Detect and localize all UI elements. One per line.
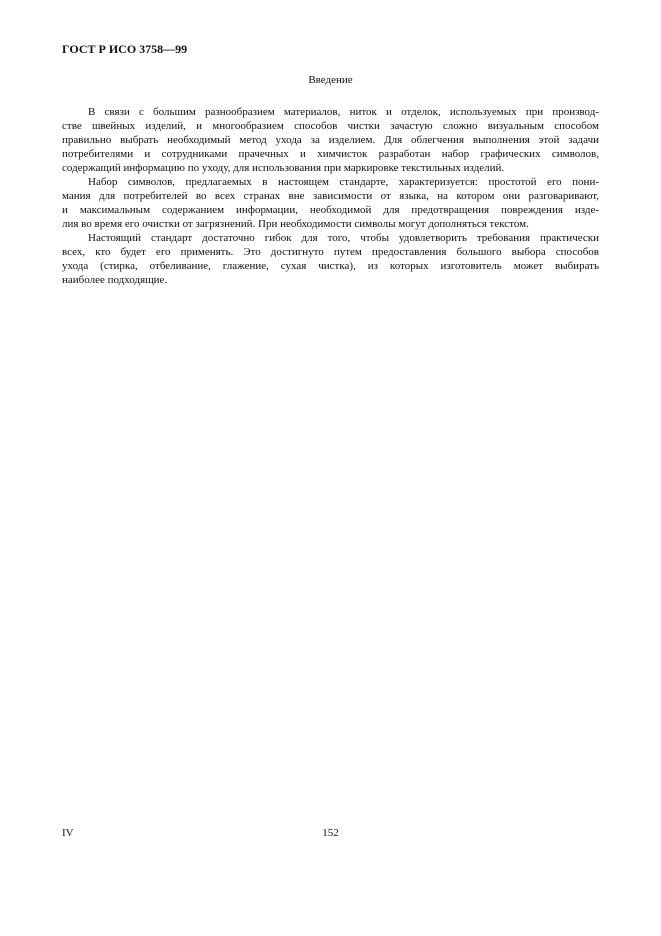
text-line: всех, кто будет его применять. Это достигнуто путем предоставления большого выбора способов [62,246,599,258]
text-line: В связи с большим разнообразием материалов, ниток и отделок, используемых при производ- [88,106,599,118]
page-number: 152 [322,827,339,839]
roman-page-number: IV [62,827,74,839]
text-line: Настоящий стандарт достаточно гибок для того, чтобы удовлетворить требования практически [88,232,599,244]
document-body [62,105,599,287]
text-line: стве швейных изделий, и многообразием способов чистки зачастую сложно визуальным способом [62,120,599,132]
section-title: Введение [308,74,353,86]
text-line: ухода (стирка, отбеливание, глажение, сухая чистка), из которых изготовитель может выбирать [62,260,599,272]
paragraph [62,175,599,231]
text-line: наиболее подходящие. [62,274,168,286]
text-line: потребителями и сотрудниками прачечных и химчисток разработан набор графических символов, [62,148,599,160]
text-line: и максимальным содержанием информации, необходимой для предотвращения повреждения изде- [62,204,599,216]
paragraph [62,231,599,287]
paragraph [62,105,599,175]
text-line: содержащий информацию по уходу, для использования при маркировке текстильных изделий. [62,162,505,174]
text-line: мания для потребителей во всех странах вне зависимости от языка, на котором они разговаривают, [62,190,599,202]
document-header: ГОСТ Р ИСО 3758—99 [62,42,188,56]
text-line: правильно выбрать необходимый метод ухода за изделием. Для облегчения выполнения этой задачи [62,134,599,146]
text-line: лия во время его очистки от загрязнений. При необходимости символы могут дополняться текстом. [62,218,529,230]
text-line: Набор символов, предлагаемых в настоящем стандарте, характеризуется: простотой его пони- [88,176,599,188]
